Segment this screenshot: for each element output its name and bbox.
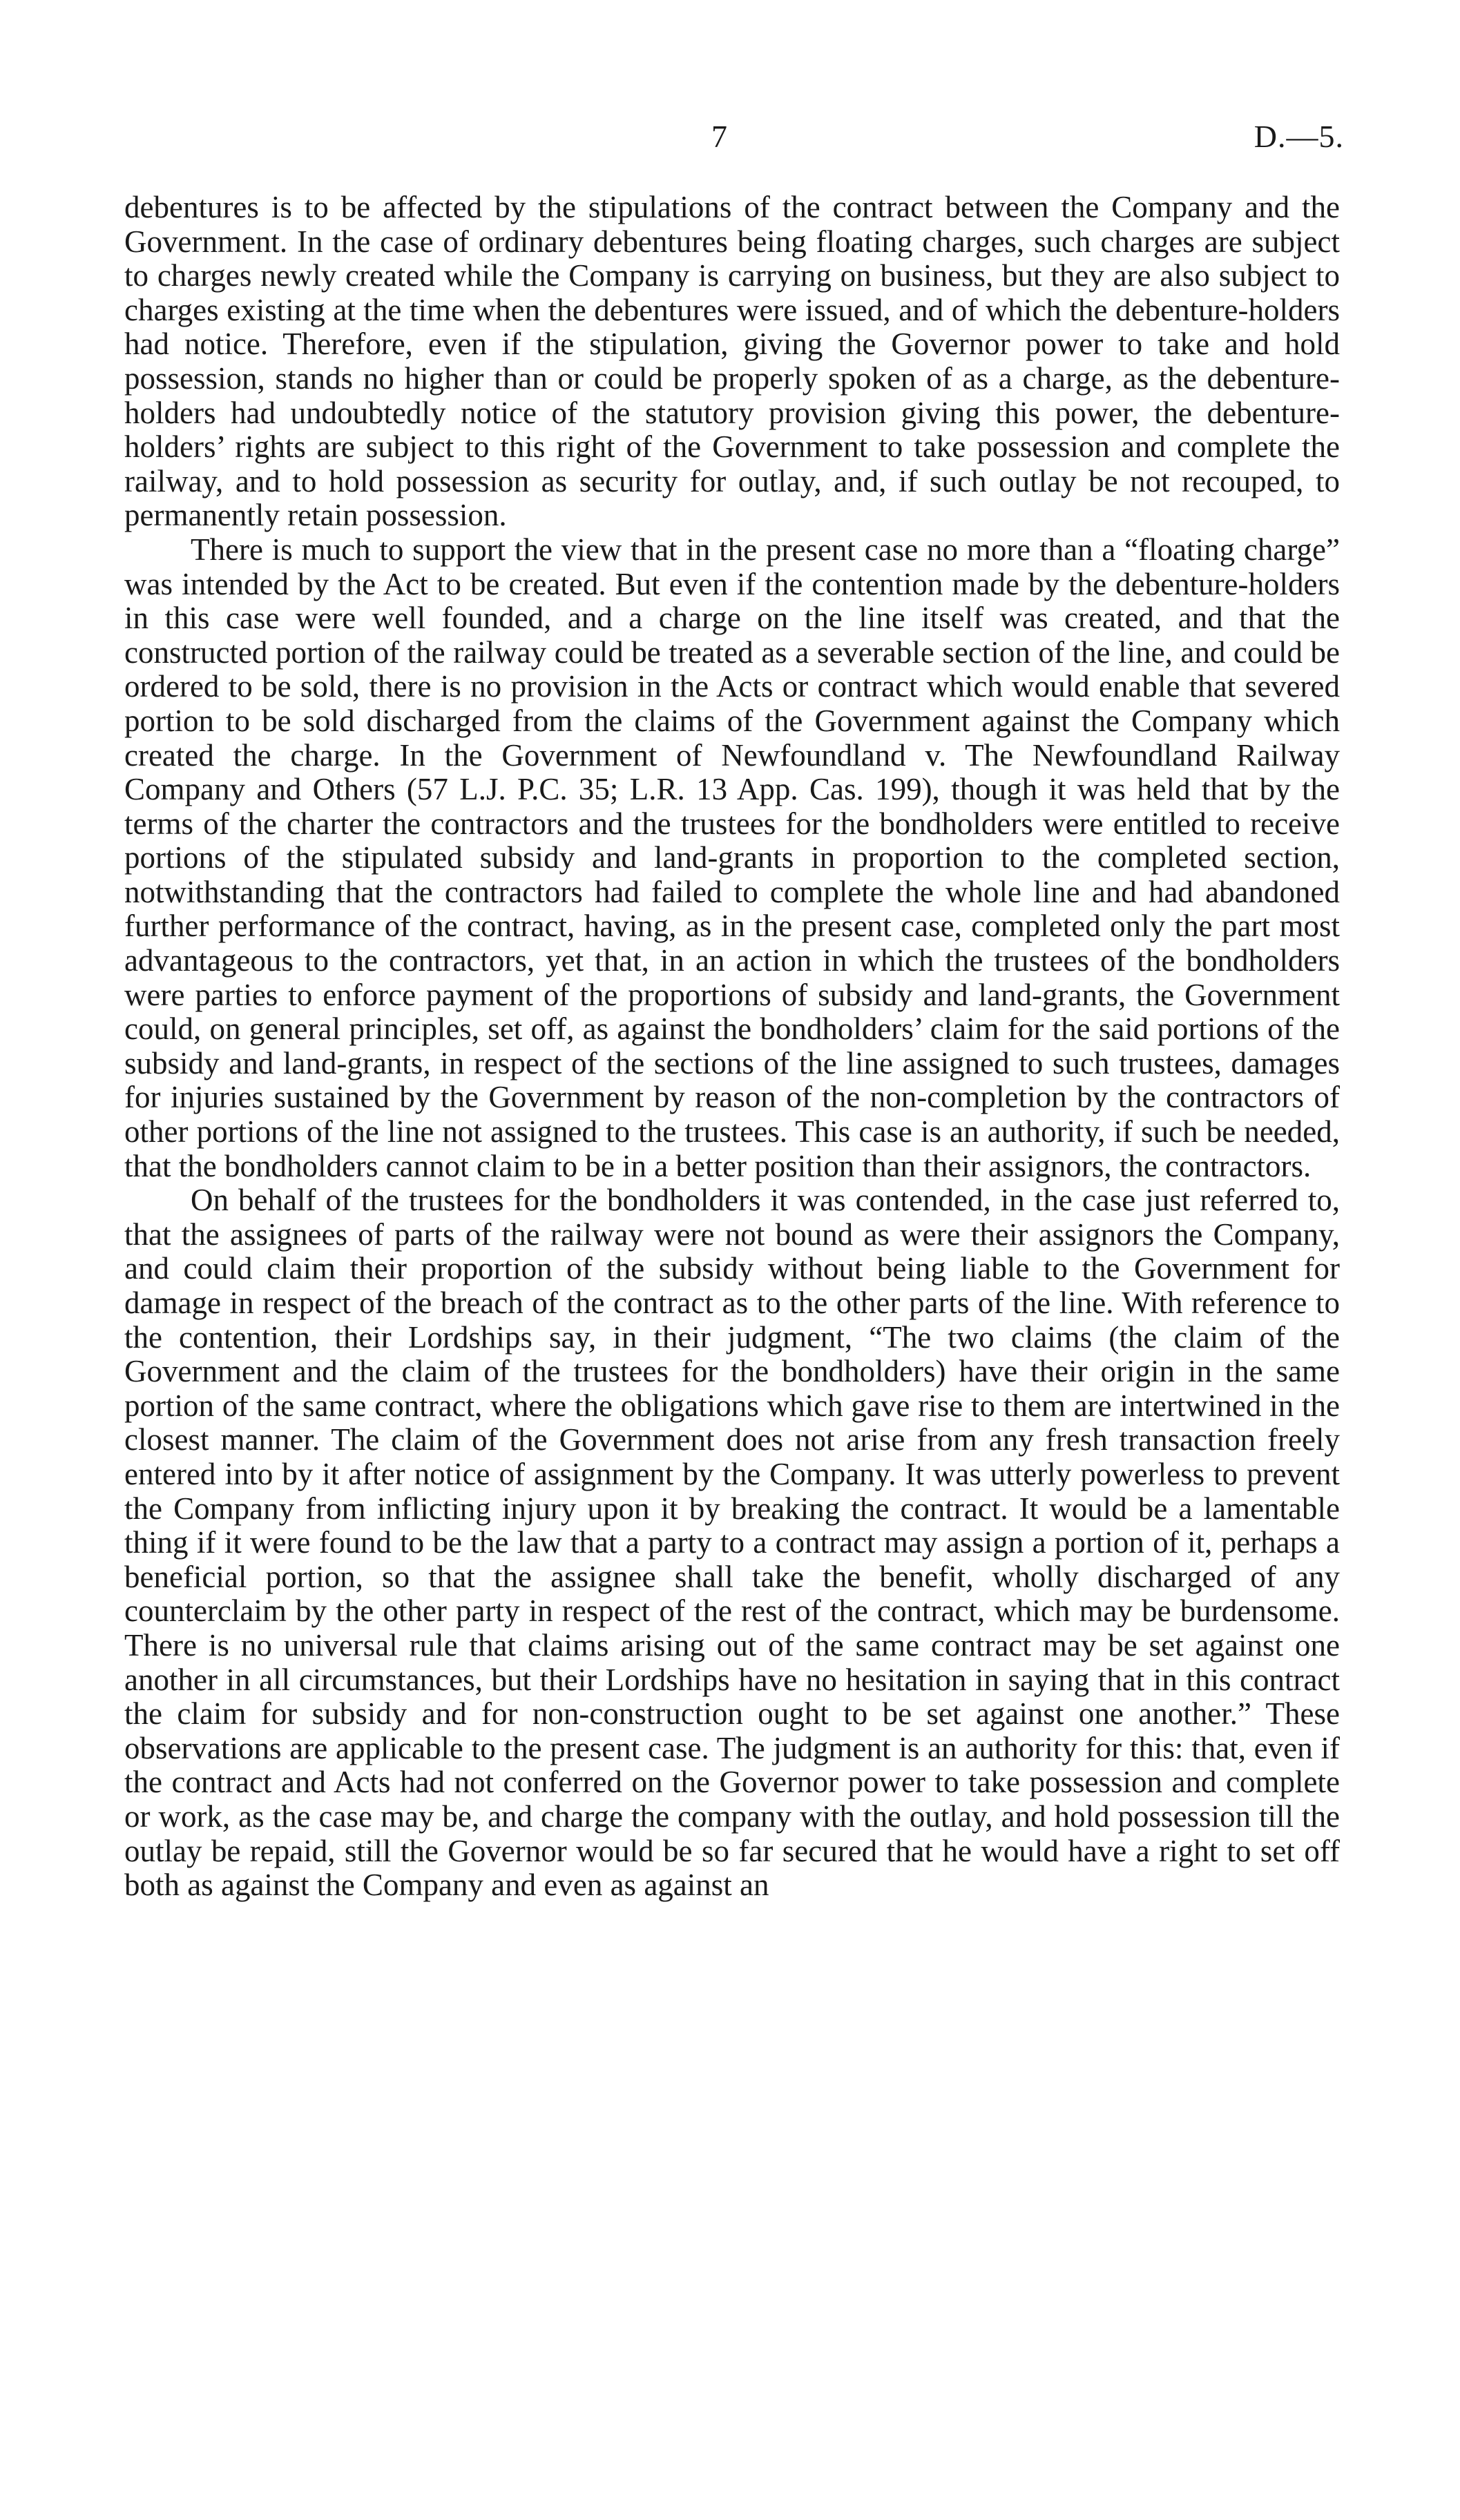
document-reference: D.—5.: [1254, 119, 1344, 154]
page-header: [0, 116, 1460, 157]
paragraph-continuation: debentures is to be affected by the stipulations of the contract between the Company and the Government. In the case of ordinary debentures being floating charges, such charges are subject to charges newly created while the Company is carrying on business, but they are also subject to charges existing at the time when the debentures were issued, and of which the debenture-holders had notice. Therefore, even if the stipulation, giving the Governor power to take and hold possession, stands no higher than or could be properly spoken of as a charge, as the debenture-holders had undoubtedly notice of the statutory provision giving this power, the debenture-holders’ rights are subject to this right of the Government to take possession and complete the railway, and to hold possession as security for outlay, and, if such outlay be not recouped, to permanently retain possession.: [124, 190, 1340, 533]
body-text: [124, 191, 1340, 1903]
page-number: 7: [711, 119, 727, 154]
paragraph-floating-charge: There is much to support the view that in the present case no more than a “floating charge” was intended by the Act to be created. But even if the contention made by the debenture-holders in this case were well founded, and a charge on the line itself was created, and that the constructed portion of the railway could be treated as a severable section of the line, and could be ordered to be sold, there is no provision in the Acts or contract which would enable that severed portion to be sold discharged from the claims of the Government against the Company which created the charge. In the Government of Newfoundland v. The Newfoundland Railway Company and Others (57 L.J. P.C. 35; L.R. 13 App. Cas. 199), though it was held that by the terms of the charter the contractors and the trustees for the bondholders were entitled to receive portions of the stipulated subsidy and land-grants in proportion to the completed section, notwithstanding that the contractors had failed to complete the whole line and had abandoned further performance of the contract, having, as in the present case, completed only the part most advantageous to the contractors, yet that, in an action in which the trustees of the bondholders were parties to enforce payment of the proportions of subsidy and land-grants, the Government could, on general principles, set off, as against the bondholders’ claim for the said portions of the subsidy and land-grants, in respect of the sections of the line assigned to such trustees, damages for injuries sustained by the Government by reason of the non-completion by the contractors of other portions of the line not assigned to the trustees. This case is an authority, if such be needed, that the bondholders cannot claim to be in a better position than their assignors, the contractors.: [124, 532, 1340, 1183]
paragraph-trustees-contention: On behalf of the trustees for the bondholders it was contended, in the case just referred to, that the assignees of parts of the railway were not bound as were their assignors the Company, and could claim their proportion of the subsidy without being liable to the Government for damage in respect of the breach of the contract as to the other parts of the line. With reference to the contention, their Lordships say, in their judgment, “The two claims (the claim of the Government and the claim of the trustees for the bondholders) have their origin in the same portion of the same contract, where the obligations which gave rise to them are intertwined in the closest manner. The claim of the Government does not arise from any fresh transaction freely entered into by it after notice of assignment by the Company. It was utterly powerless to prevent the Company from inflicting injury upon it by breaking the contract. It would be a lamentable thing if it were found to be the law that a party to a contract may assign a portion of it, perhaps a beneficial portion, so that the assignee shall take the benefit, wholly discharged of any counterclaim by the other party in respect of the rest of the contract, which may be burdensome. There is no universal rule that claims arising out of the same contract may be set against one another in all circumstances, but their Lordships have no hesitation in saying that in this contract the claim for subsidy and for non-construction ought to be set against one another.” These observations are applicable to the present case. The judgment is an authority for this: that, even if the contract and Acts had not conferred on the Governor power to take possession and complete or work, as the case may be, and charge the company with the outlay, and hold possession till the outlay be repaid, still the Governor would be so far secured that he would have a right to set off both as against the Company and even as against an: [124, 1183, 1340, 1903]
